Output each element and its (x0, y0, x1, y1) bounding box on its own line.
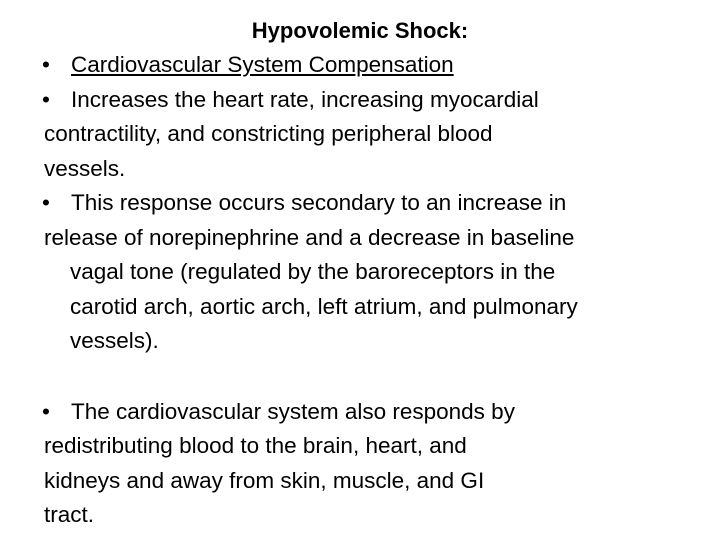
bullet-text-line: The cardiovascular system also responds by (71, 398, 515, 424)
bullet-marker: • (42, 86, 50, 112)
bullet-text-line: tract. (44, 502, 95, 527)
bullet-text-line: redistributing blood to the brain, heart, and (44, 433, 467, 458)
bullet-text-line: This response occurs secondary to an increase in (71, 190, 567, 215)
bullet-text-line: release of norepinephrine and a decrease in baseline (44, 224, 575, 250)
bullet-text-line: kidneys and away from skin, muscle, and GI (44, 467, 485, 493)
bullet-text-line: carotid arch, aortic arch, left atrium, and pulmonary (70, 293, 578, 319)
bullet-text-line: Increases the heart rate, increasing myocardial (71, 86, 539, 112)
bullet-text-line: vessels. (44, 155, 126, 181)
subtitle-text: Cardiovascular System Compensation (71, 52, 454, 77)
bullet-item (44, 83, 704, 187)
bullet-marker: • (42, 398, 50, 424)
bullet-text-line: contractility, and constricting peripheral blood (44, 121, 493, 146)
bullet-item (44, 186, 704, 359)
bullet-marker: • (42, 190, 50, 215)
slide-body (44, 48, 704, 533)
bullet-item (44, 48, 704, 83)
bullet-marker: • (42, 52, 50, 77)
slide-title: Hypovolemic Shock: (251, 18, 469, 43)
bullet-text-line: vessels). (70, 328, 159, 353)
bullet-item (44, 395, 704, 533)
bullet-text-line: vagal tone (regulated by the baroreceptors in the (70, 259, 556, 284)
